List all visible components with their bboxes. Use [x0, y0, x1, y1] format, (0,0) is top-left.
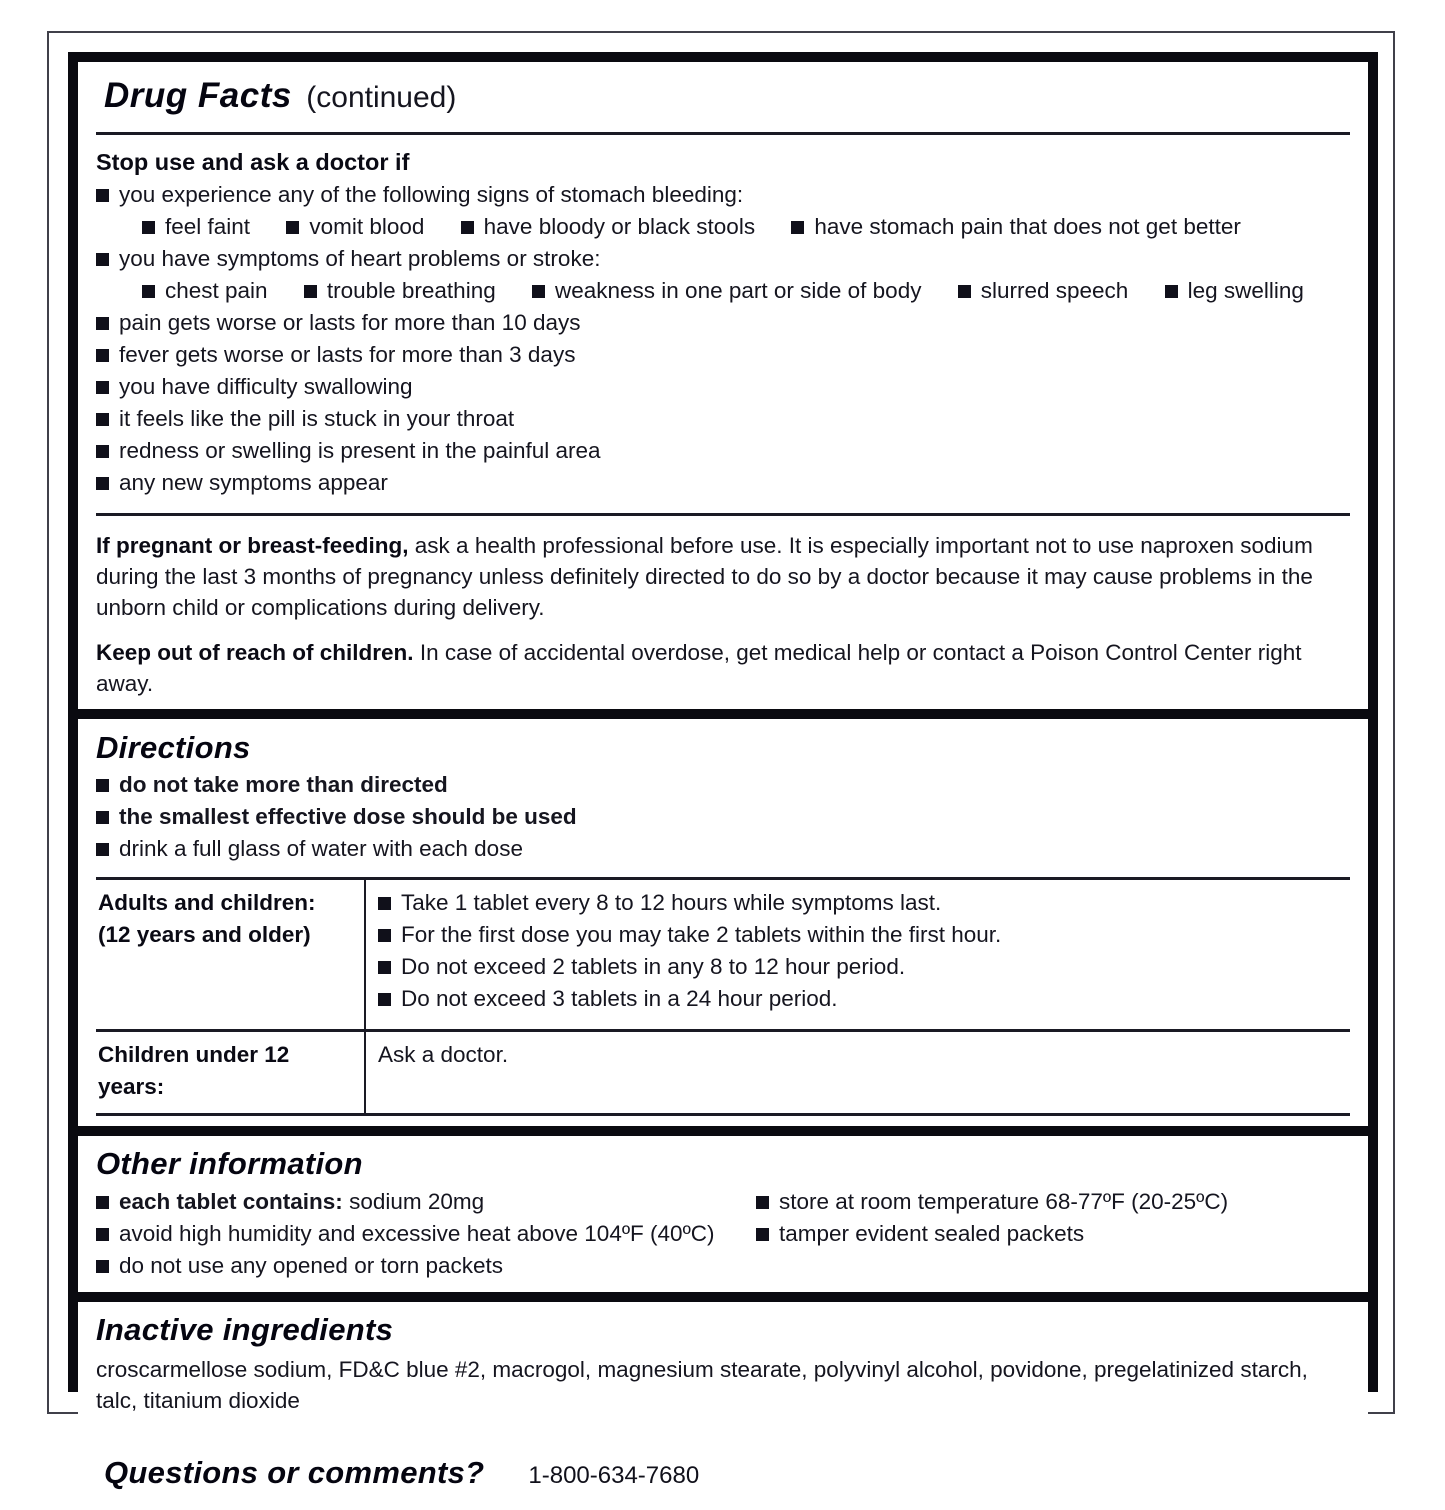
stop-use-subitem: [791, 214, 1241, 239]
stop-use-item: [96, 243, 1350, 275]
bullet-square-icon: [96, 349, 109, 362]
table-row-adults: [96, 880, 1350, 1029]
table-row-children: [96, 1029, 1350, 1113]
bullet-square-icon: [96, 445, 109, 458]
adults-label-line1: Adults and children:: [98, 890, 316, 915]
page-title: [96, 70, 1350, 118]
subitem-text: have bloody or black stools: [483, 214, 756, 239]
bullet-square-icon: [96, 413, 109, 426]
subitem-text: trouble breathing: [326, 278, 496, 303]
questions-phone-number: 1-800-634-7680: [528, 1462, 700, 1489]
stop-use-item: [96, 467, 1350, 499]
subitem-text: weakness in one part or side of body: [554, 278, 922, 303]
stop-use-subitem: [1165, 278, 1304, 303]
drug-facts-title: Drug Facts: [104, 76, 292, 115]
stop-use-item-text: fever gets worse or lasts for more than 3 days: [119, 342, 576, 367]
other-info-item: [96, 1250, 756, 1282]
stop-use-subitem: [958, 278, 1129, 303]
stop-use-item: [96, 179, 1350, 211]
stop-use-subitem: [461, 214, 755, 239]
stop-use-item-text: redness or swelling is present in the painful area: [119, 438, 601, 463]
directions-bullet-text: do not take more than directed: [119, 772, 448, 797]
adults-label-line2: (12 years and older): [98, 922, 311, 947]
stop-use-subitems: [142, 211, 1350, 243]
bullet-square-icon: [96, 477, 109, 490]
other-info-item-text: tamper evident sealed packets: [779, 1221, 1085, 1246]
instruction-text: Do not exceed 2 tablets in any 8 to 12 hour period.: [401, 954, 906, 979]
pregnancy-warning-lead: If pregnant or breast-feeding,: [96, 533, 409, 558]
other-info-right-column: [756, 1186, 1350, 1282]
questions-row: [96, 1444, 1350, 1500]
drug-facts-continued: (continued): [306, 81, 457, 114]
other-info-item: [96, 1218, 756, 1250]
adults-instruction: [378, 983, 1350, 1015]
instruction-text: Take 1 tablet every 8 to 12 hours while symptoms last.: [401, 890, 942, 915]
inactive-heading: Inactive ingredients: [96, 1312, 394, 1347]
label-outer-border: [47, 31, 1395, 1490]
instruction-text: Do not exceed 3 tablets in a 24 hour period.: [401, 986, 838, 1011]
stop-use-item-text: you have symptoms of heart problems or stroke:: [119, 246, 601, 271]
label-frame: [68, 52, 1378, 1490]
bullet-square-icon: [142, 285, 155, 298]
stop-use-item: [96, 371, 1350, 403]
stop-use-subitem: [142, 214, 250, 239]
bullet-square-icon: [378, 961, 391, 974]
other-info-item: [96, 1186, 756, 1218]
bullet-square-icon: [756, 1228, 769, 1241]
stop-use-item: [96, 403, 1350, 435]
directions-bullet: [96, 833, 1350, 865]
bullet-square-icon: [96, 843, 109, 856]
keep-out-warning: [96, 637, 1350, 699]
directions-bullet-text: drink a full glass of water with each dose: [119, 836, 523, 861]
pregnancy-warning-body: ask a health professional before use. It is especially important not to use naproxen sodium during the last 3 months of pregnancy unless definitely directed to do so by a doctor because it may cause problems in the unborn child or complications during delivery.: [96, 533, 1313, 620]
keep-out-lead: Keep out of reach of children.: [96, 640, 414, 665]
bullet-square-icon: [96, 811, 109, 824]
subitem-text: slurred speech: [980, 278, 1129, 303]
bullet-square-icon: [96, 253, 109, 266]
panel-inactive-ingredients: [78, 1302, 1368, 1426]
instruction-text: For the first dose you may take 2 tablets within the first hour.: [401, 922, 1002, 947]
subitem-text: chest pain: [165, 278, 268, 303]
other-info-item-text: store at room temperature 68-77ºF (20-25ºC): [779, 1189, 1229, 1214]
panel-other-information: [78, 1136, 1368, 1292]
panel-directions: [78, 719, 1368, 1126]
dosage-table: [96, 877, 1350, 1116]
stop-use-subitem: [304, 278, 496, 303]
bullet-square-icon: [96, 779, 109, 792]
other-info-item-text: sodium 20mg: [349, 1189, 485, 1214]
bullet-square-icon: [378, 993, 391, 1006]
directions-bullet: [96, 769, 1350, 801]
bullet-square-icon: [96, 1196, 109, 1209]
stop-use-item: [96, 435, 1350, 467]
adults-instructions-cell: [366, 880, 1350, 1029]
stop-use-item-text: pain gets worse or lasts for more than 10 days: [119, 310, 581, 335]
pregnancy-warning: [96, 530, 1350, 623]
other-info-item: [756, 1218, 1350, 1250]
other-info-heading: Other information: [96, 1146, 363, 1181]
subitem-text: leg swelling: [1187, 278, 1304, 303]
panel-questions: [78, 1436, 1368, 1510]
stop-use-subitem: [142, 278, 268, 303]
bullet-square-icon: [96, 317, 109, 330]
stop-use-subitem: [532, 278, 921, 303]
bullet-square-icon: [532, 285, 545, 298]
bullet-square-icon: [958, 285, 971, 298]
stop-use-subitems: [142, 275, 1350, 307]
bullet-square-icon: [791, 221, 804, 234]
bullet-square-icon: [461, 221, 474, 234]
subitem-text: vomit blood: [309, 214, 425, 239]
bullet-square-icon: [96, 189, 109, 202]
stop-use-item: [96, 307, 1350, 339]
bullet-square-icon: [378, 897, 391, 910]
stop-use-heading: Stop use and ask a doctor if: [96, 149, 410, 175]
bullet-square-icon: [96, 381, 109, 394]
other-info-item-text: avoid high humidity and excessive heat above 104ºF (40ºC): [119, 1221, 715, 1246]
title-divider: [96, 132, 1350, 135]
adults-instruction: [378, 887, 1350, 919]
subitem-text: have stomach pain that does not get better: [814, 214, 1241, 239]
other-info-columns: [96, 1186, 1350, 1282]
panel-warnings: [78, 62, 1368, 709]
bullet-square-icon: [756, 1196, 769, 1209]
adults-instruction: [378, 951, 1350, 983]
stop-use-subitem: [286, 214, 424, 239]
questions-heading: Questions or comments?: [104, 1455, 485, 1490]
other-info-item-text: do not use any opened or torn packets: [119, 1253, 504, 1278]
adults-instruction: [378, 919, 1350, 951]
other-info-item-bold: each tablet contains:: [119, 1189, 343, 1214]
subitem-text: feel faint: [165, 214, 251, 239]
bullet-square-icon: [1165, 285, 1178, 298]
stop-use-item-text: you have difficulty swallowing: [119, 374, 413, 399]
bullet-square-icon: [96, 1260, 109, 1273]
children-label-cell: Children under 12 years:: [96, 1032, 366, 1113]
other-info-item: [756, 1186, 1350, 1218]
adults-label-cell: [96, 880, 366, 1029]
directions-heading: Directions: [96, 730, 251, 765]
children-instructions-cell: Ask a doctor.: [378, 1042, 509, 1067]
directions-bullet-text: the smallest effective dose should be used: [119, 804, 577, 829]
bullet-square-icon: [142, 221, 155, 234]
stop-use-item-text: you experience any of the following signs of stomach bleeding:: [119, 182, 744, 207]
bullet-square-icon: [304, 285, 317, 298]
inactive-ingredients-list: croscarmellose sodium, FD&C blue #2, macrogol, magnesium stearate, polyvinyl alcohol, povidone, pregelatinized starch, talc, titanium dioxide: [96, 1357, 1308, 1413]
directions-bullet: [96, 801, 1350, 833]
keep-out-body: In case of accidental overdose, get medical help or contact a Poison Control Center right away.: [96, 640, 1302, 696]
bullet-square-icon: [96, 1228, 109, 1241]
section-divider: [96, 513, 1350, 516]
stop-use-item-text: it feels like the pill is stuck in your throat: [119, 406, 515, 431]
stop-use-item-text: any new symptoms appear: [119, 470, 388, 495]
stop-use-item: [96, 339, 1350, 371]
other-info-left-column: [96, 1186, 756, 1282]
bullet-square-icon: [378, 929, 391, 942]
bullet-square-icon: [286, 221, 299, 234]
